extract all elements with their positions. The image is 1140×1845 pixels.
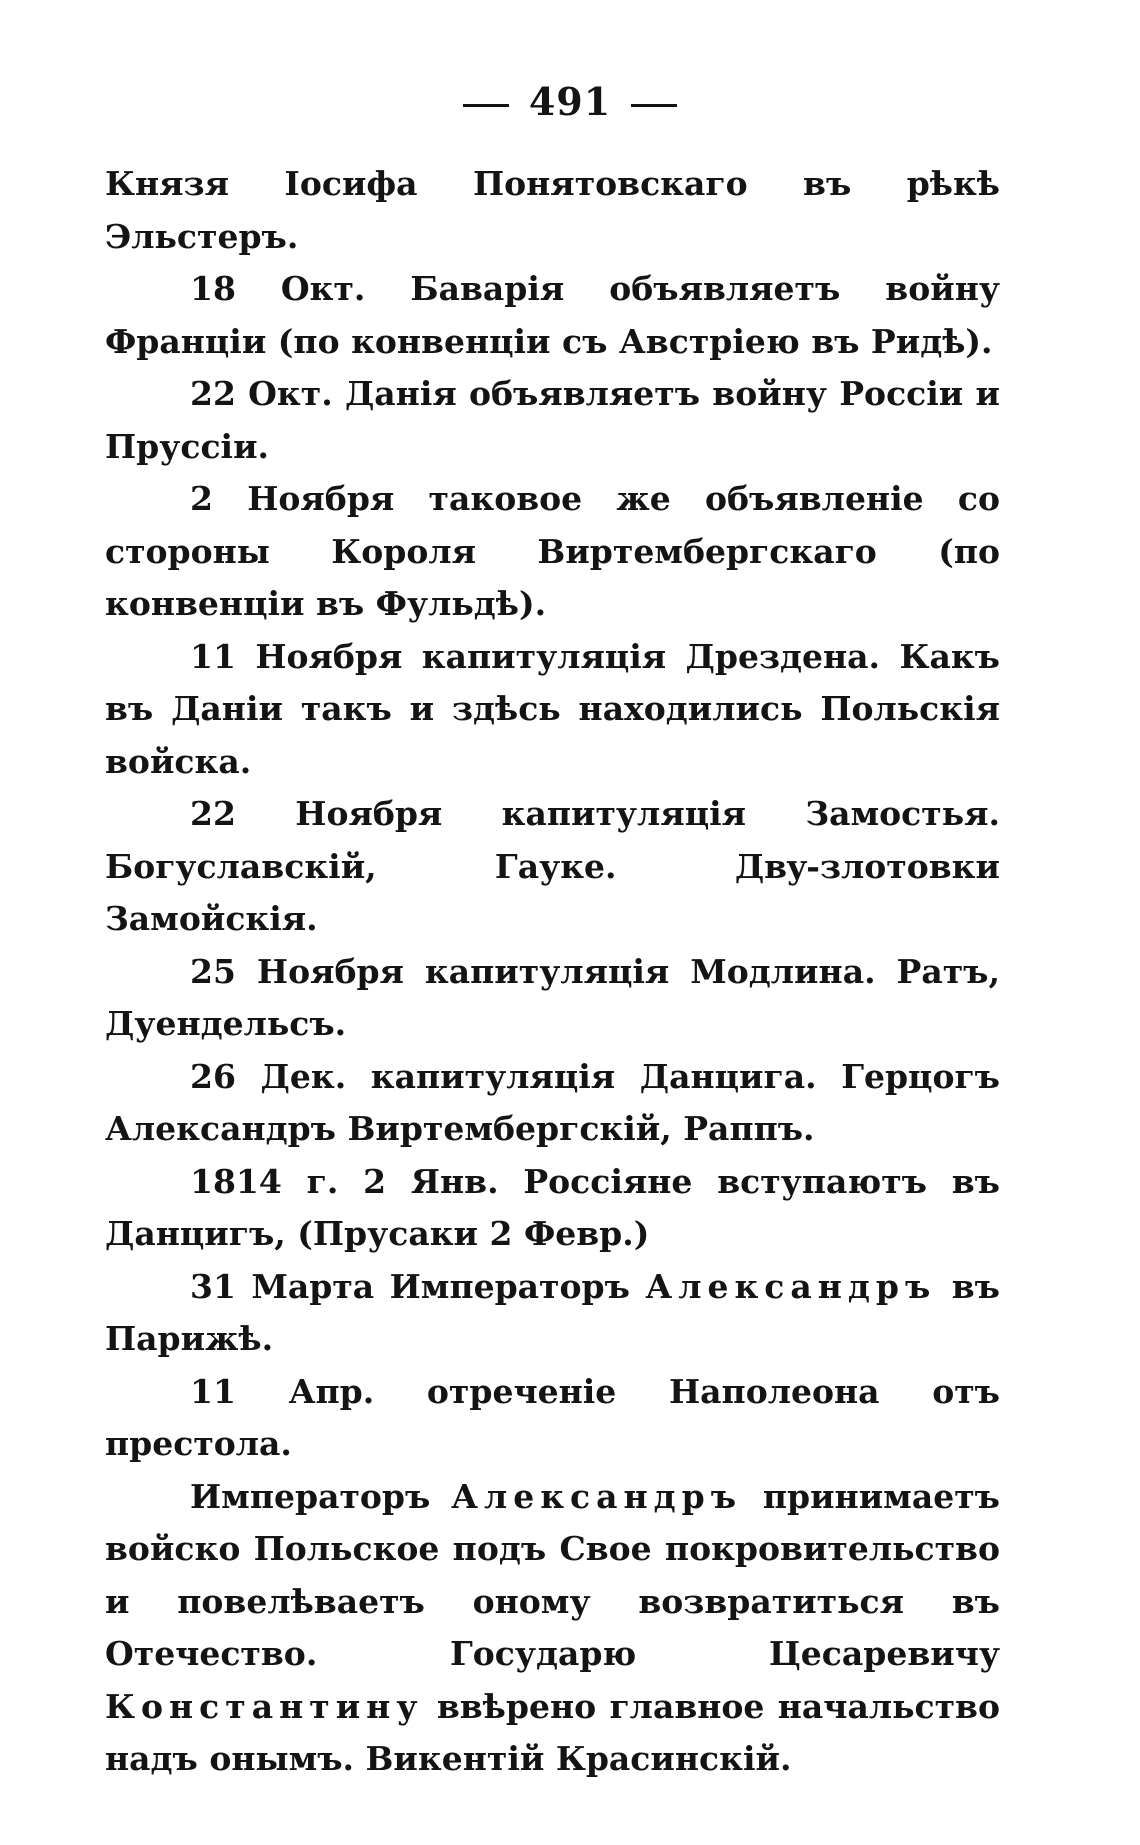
army-text-before: Императоръ	[190, 1476, 452, 1516]
paragraph-danzig: 26 Дек. капитуляція Данцига. Герцогъ Александръ Виртембергскій, Раппъ.	[105, 1056, 1000, 1148]
paragraph-bavaria: 18 Окт. Баварія объявляетъ войну Франціи (по конвенціи съ Австріею въ Ридѣ).	[105, 269, 1000, 361]
paragraph-zamosc: 22 Ноября капитуляція Замостья. Богуславскій, Гауке. Двy-злотовки Замойскія.	[105, 794, 1000, 938]
paragraph-paris	[105, 1261, 1000, 1366]
army-tsesarevich-name: Константину	[105, 1686, 424, 1726]
paris-text-after: въ Парижѣ.	[105, 1266, 1000, 1358]
paragraph-denmark: 22 Окт. Данія объявляетъ войну Россіи и Пруссіи.	[105, 374, 1000, 466]
army-text-after: ввѣрено главное начальство надъ онымъ. Викентій Красинскій.	[105, 1686, 1000, 1778]
paragraph-modlin: 25 Ноября капитуляція Модлина. Ратъ, Дуендельсъ.	[105, 951, 1000, 1043]
army-text-middle: принимаетъ войско Польское подъ Свое покровительство и повелѣваетъ оному возвратиться въ Отечество. Государю Цесаревичу	[105, 1476, 1000, 1673]
paragraph-1814-danzig: 1814 г. 2 Янв. Россіяне вступаютъ въ Данцигъ, (Прусаки 2 Февр.)	[105, 1161, 1000, 1253]
paris-emperor-name: Александръ	[645, 1266, 937, 1306]
paragraph-poniatowski: Князя Іосифа Понятовскаго въ рѣкѣ Эльстеръ.	[105, 164, 1000, 256]
header-dash-left	[463, 104, 509, 107]
paris-text-before: 31 Марта Императоръ	[190, 1266, 646, 1306]
paragraph-polish-army	[105, 1471, 1000, 1786]
army-emperor-name: Александръ	[451, 1476, 743, 1516]
paragraph-dresden: 11 Ноября капитуляція Дрездена. Какъ въ Даніи такъ и здѣсь находились Польскія войска.	[105, 636, 1000, 781]
paragraph-wurttemberg: 2 Ноября таковое же объявленіе со стороны Короля Виртембергскаго (по конвенціи въ Фульдѣ).	[105, 479, 1000, 623]
page-number: 491	[528, 79, 612, 124]
page-body	[105, 158, 1000, 1786]
header-dash-right	[631, 104, 677, 107]
page-header	[0, 76, 1140, 128]
paragraph-abdication: 11 Апр. отреченіе Наполеона отъ престола.	[105, 1371, 1000, 1463]
